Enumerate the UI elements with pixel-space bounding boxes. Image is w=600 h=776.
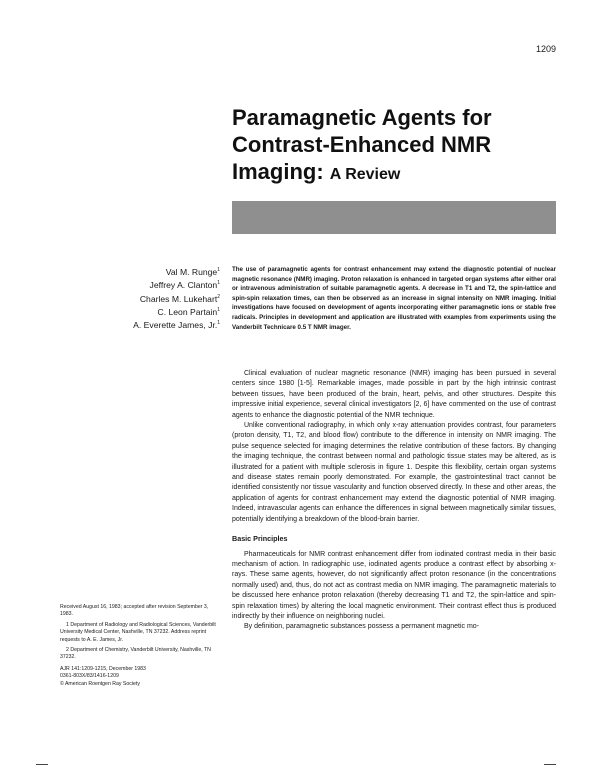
author: Val M. Runge$^1$ — [165, 266, 220, 277]
article-subtitle: A Review — [329, 166, 401, 183]
footnotes — [60, 604, 218, 688]
author-list — [60, 265, 220, 332]
abstract: The use of paramagnetic agents for contrast enhancement may extend the diagnostic potential of nuclear magnetic resonance (NMR) imaging. Proton relaxation is enhanced in targeted organ systems after either oral or intravenous administration of suitable paramagnetic agents. A decrease in T1 and T2, the spin-lattice and spin-spin relaxation times, can then be observed as an increase in signal intensity on NMR imaging. Initial investigations have focused on development of agents incorporating either paramagnetic ions or stable free radicals. Principles in development and application are illustrated with examples from experiments using the Vanderbilt Technicare 0.5 T NMR imager. — [232, 266, 556, 331]
crop-mark — [544, 764, 556, 765]
title-divider-bar — [232, 201, 556, 234]
paragraph: By definition, paramagnetic substances possess a permanent magnetic mo- — [244, 623, 480, 631]
footnote-affiliation: 1 Department of Radiology and Radiological Sciences, Vanderbilt University Medical Center, Nashville, TN 37232. Address reprint requests to A. E. James, Jr. — [60, 621, 216, 643]
author: A. Everette James, Jr.$^1$ — [133, 320, 220, 331]
article-title — [232, 104, 562, 188]
footnote-affiliation: 2 Department of Chemistry, Vanderbilt University, Nashville, TN 37232. — [60, 647, 211, 661]
title-line-1: Paramagnetic Agents for — [232, 105, 492, 130]
author: Jeffrey A. Clanton$^1$ — [149, 280, 220, 291]
page-number: 1209 — [535, 44, 556, 54]
author: C. Leon Partain$^1$ — [157, 306, 220, 317]
author: Charles M. Lukehart$^2$ — [139, 293, 220, 304]
title-line-2: Contrast-Enhanced NMR — [232, 132, 492, 157]
title-line-3-text: Imaging: — [232, 159, 324, 184]
journal-issn: 0361-803X/83/1416-1209 — [60, 673, 119, 680]
journal-copyright: © American Roentgen Ray Society — [60, 680, 140, 687]
paragraph: Pharmaceuticals for NMR contrast enhancement differ from iodinated contrast media in their basic mechanism of action. In radiographic use, iodinated agents produce a contrast effect by absorbing x-rays. These same agents, however, do not significantly affect proton resonance (in the concentrations normally used) and, thus, do not act as contrast media on NMR imaging. The paramagnetic materials to be discussed here enhance proton relaxation (thereby decreasing T1 and T2, the spin-lattice and spin-spin relaxation times) by altering the local magnetic environment. Their contrast effect thus is produced indirectly by their influence on neighboring nuclei. — [232, 550, 556, 620]
crop-mark — [36, 764, 48, 765]
received-note: Received August 16, 1983; accepted after revision September 3, 1983. — [60, 604, 209, 618]
title-line-3 — [232, 158, 562, 188]
section-heading: Basic Principles — [232, 534, 288, 544]
journal-citation: AJR 141:1209-1215, December 1983 — [60, 665, 146, 672]
body-text — [232, 369, 556, 633]
paragraph: Unlike conventional radiography, in which only x-ray attenuation provides contrast, four parameters (proton density, T1, T2, and blood flow) contribute to the difference in intensity on NMR imaging. The pulse sequence selected for imaging determines the relative contribution of these factors. By changing the imaging technique, the contrast between normal and pathologic tissue states may be altered, as is illustrated for a patient with multiple sclerosis in figure 1. Despite this flexibility, certain organ systems and disease states remain poorly demonstrated. For example, the gastrointestinal tract cannot be identified consistently nor tissue vascularity and function observed directly. In these and other areas, the application of agents for contrast enhancement may extend the diagnostic potential of NMR imaging. Indeed, intravascular agents can enhance the differences in signal between magnetically similar tissues, potentially identifying a breakdown of the blood-brain barrier. — [232, 422, 556, 523]
journal-info — [60, 666, 218, 688]
paragraph: Clinical evaluation of nuclear magnetic resonance (NMR) imaging has been pursued in several centers since 1980 [1-5]. Remarkable images, made possible in part by the high intrinsic contrast between tissues, have been produced of the brain, heart, pelvis, and other structures. Despite this impressive initial experience, several clinical investigators [2, 6] have commented on the use of contrast agents to enhance the diagnostic potential of the NMR technique. — [232, 370, 556, 419]
